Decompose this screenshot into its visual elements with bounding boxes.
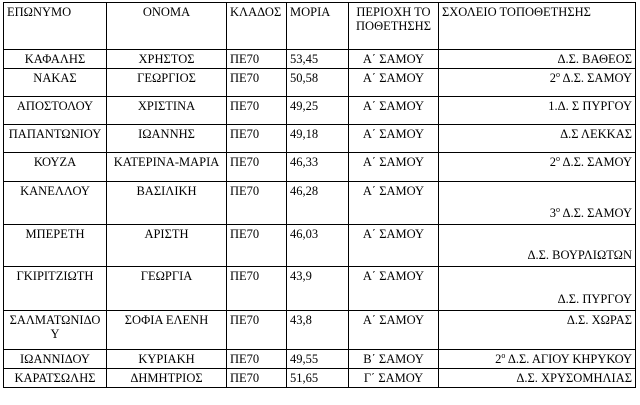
area-cell: Α΄ ΣΑΜΟΥ [349,153,439,182]
table-row [4,311,636,350]
header-surname: ΕΠΩΝΥΜΟ [4,3,107,50]
table-row [4,97,636,125]
name-cell: ΧΡΙΣΤΙΝΑ [107,97,227,125]
name-cell: ΣΟΦΙΑ ΕΛΕΝΗ [107,311,227,350]
area-cell: Α΄ ΣΑΜΟΥ [349,311,439,350]
surname-cell: ΑΠΟΣΤΟΛΟΥ [4,97,107,125]
area-cell: Α΄ ΣΑΜΟΥ [349,125,439,153]
surname-cell: ΜΠΕΡΕΤΗ [4,225,107,267]
school-cell [439,153,636,182]
header-area: ΠΕΡΙΟΧΗ ΤΟΠΟΘΕΤΗΣΗΣ [349,3,439,50]
points-cell: 43,9 [287,267,349,311]
branch-cell: ΠΕ70 [227,125,287,153]
school-cell [439,369,636,388]
surname-cell: ΚΑΦΑΛΗΣ [4,50,107,69]
school-name: Δ.Σ. ΣΑΜΟΥ [560,206,632,220]
points-cell: 51,65 [287,369,349,388]
name-cell: ΓΕΩΡΓΙΟΣ [107,69,227,97]
school-cell [439,50,636,69]
name-cell: ΚΥΡΙΑΚΗ [107,350,227,369]
name-cell: ΧΡΗΣΤΟΣ [107,50,227,69]
header-branch: ΚΛΑΔΟΣ [227,3,287,50]
name-cell: ΙΩΑΝΝΗΣ [107,125,227,153]
points-cell: 46,03 [287,225,349,267]
school-number: 2 [549,155,557,169]
table-row [4,182,636,225]
table-row [4,225,636,267]
points-cell: 46,33 [287,153,349,182]
table-row [4,369,636,388]
table-row [4,153,636,182]
points-cell: 46,28 [287,182,349,225]
area-cell: Α΄ ΣΑΜΟΥ [349,97,439,125]
school-name: Δ.Σ. ΒΑΘΕΟΣ [557,52,632,66]
header-row [4,3,636,50]
points-cell: 50,58 [287,69,349,97]
school-cell [439,267,636,311]
branch-cell: ΠΕ70 [227,97,287,125]
surname-cell: ΣΑΛΜΑΤΩΝΙΔΟΥ [4,311,107,350]
school-cell [439,311,636,350]
points-cell: 53,45 [287,50,349,69]
surname-cell: ΓΚΙΡΙΤΖΙΩΤΗ [4,267,107,311]
school-name: Δ.Σ. ΑΓΙΟΥ ΚΗΡΥΚΟΥ [505,352,632,366]
header-school: ΣΧΟΛΕΙΟ ΤΟΠΟΘΕΤΗΣΗΣ [439,3,636,50]
school-cell [439,225,636,267]
school-cell [439,350,636,369]
school-cell [439,125,636,153]
name-cell: ΒΑΣΙΛΙΚΗ [107,182,227,225]
school-cell [439,69,636,97]
area-cell: Γ΄ ΣΑΜΟΥ [349,369,439,388]
branch-cell: ΠΕ70 [227,350,287,369]
surname-cell: ΚΑΝΕΛΛΟΥ [4,182,107,225]
points-cell: 49,55 [287,350,349,369]
branch-cell: ΠΕ70 [227,225,287,267]
placement-table [3,2,636,388]
table-row [4,267,636,311]
name-cell: ΚΑΤΕΡΙΝΑ-ΜΑΡΙΑ [107,153,227,182]
branch-cell: ΠΕ70 [227,369,287,388]
branch-cell: ΠΕ70 [227,267,287,311]
school-ordinal: ο [556,69,561,79]
school-name: Δ.Σ. ΒΟΥΡΛΙΩΤΩΝ [527,248,632,262]
school-name: Δ.Σ. ΣΑΜΟΥ [560,155,632,169]
area-cell: Α΄ ΣΑΜΟΥ [349,50,439,69]
name-cell: ΑΡΙΣΤΗ [107,225,227,267]
points-cell: 43,8 [287,311,349,350]
school-ordinal: ο [501,350,506,360]
table-row [4,50,636,69]
surname-cell: ΝΑΚΑΣ [4,69,107,97]
points-cell: 49,18 [287,125,349,153]
table-body [4,50,636,388]
school-name: Δ.Σ. ΣΑΜΟΥ [560,71,632,85]
school-cell [439,97,636,125]
table-row [4,69,636,97]
header-name: ΟΝΟΜΑ [107,3,227,50]
school-name: Δ.Σ. ΧΡΥΣΟΜΗΛΙΑΣ [516,371,632,385]
surname-cell: ΚΑΡΑΤΣΩΛΗΣ [4,369,107,388]
table-row [4,350,636,369]
surname-cell: ΙΩΑΝΝΙΔΟΥ [4,350,107,369]
area-cell: Β΄ ΣΑΜΟΥ [349,350,439,369]
header-points: ΜΟΡΙΑ [287,3,349,50]
branch-cell: ΠΕ70 [227,153,287,182]
name-cell: ΓΕΩΡΓΙΑ [107,267,227,311]
school-ordinal: ο [556,153,561,163]
surname-cell: ΚΟΥΖΑ [4,153,107,182]
table-row [4,125,636,153]
school-number: 2 [549,71,557,85]
school-cell [439,182,636,225]
school-number: 3 [549,206,557,220]
area-cell: Α΄ ΣΑΜΟΥ [349,69,439,97]
area-cell: Α΄ ΣΑΜΟΥ [349,225,439,267]
school-ordinal: ο [556,204,561,214]
branch-cell: ΠΕ70 [227,69,287,97]
school-number: 2 [495,352,502,366]
school-name: Δ.Σ ΛΕΚΚΑΣ [560,127,632,141]
surname-cell: ΠΑΠΑΝΤΩΝΙΟΥ [4,125,107,153]
area-cell: Α΄ ΣΑΜΟΥ [349,182,439,225]
school-name: Δ.Σ. ΠΥΡΓΟΥ [557,292,632,306]
branch-cell: ΠΕ70 [227,311,287,350]
name-cell: ΔΗΜΗΤΡΙΟΣ [107,369,227,388]
points-cell: 49,25 [287,97,349,125]
school-name: Δ.Σ. ΧΩΡΑΣ [566,313,632,327]
area-cell: Α΄ ΣΑΜΟΥ [349,267,439,311]
school-name: 1.Δ. Σ ΠΥΡΓΟΥ [548,99,632,113]
branch-cell: ΠΕ70 [227,182,287,225]
branch-cell: ΠΕ70 [227,50,287,69]
